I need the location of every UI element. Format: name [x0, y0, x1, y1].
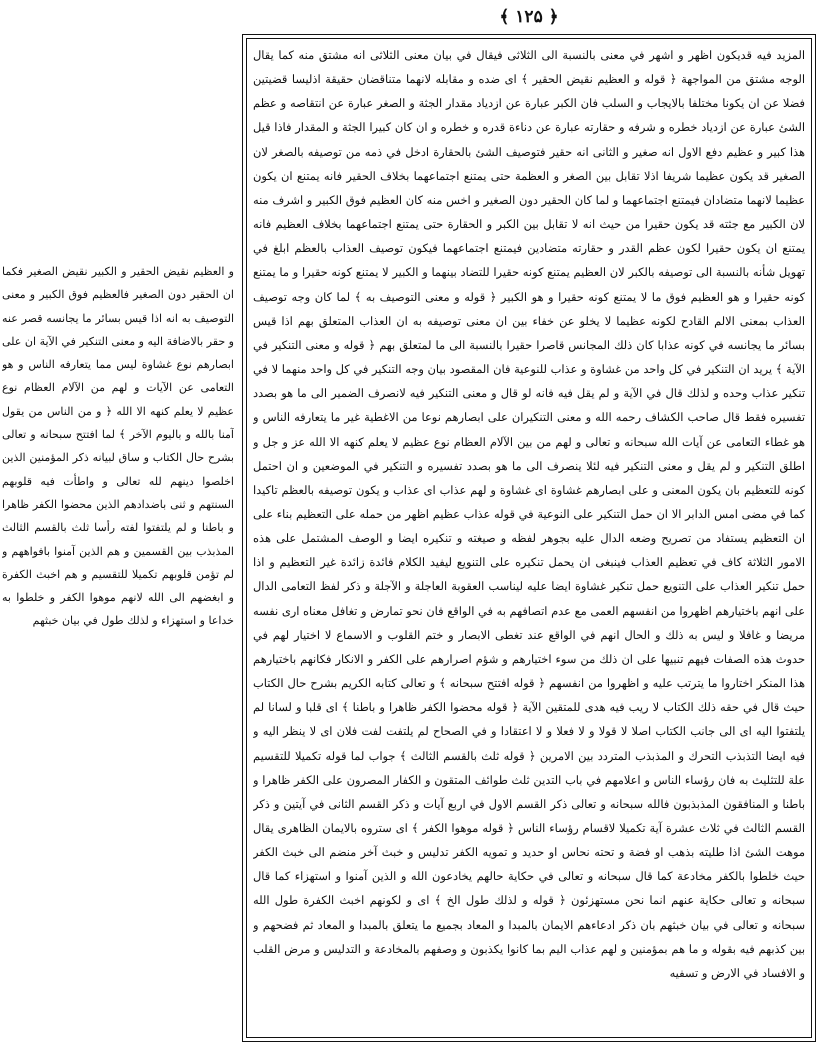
margin-paragraph: و العظيم نقيض الحقير و الكبير نقيض الصغير فكما ان الحقير دون الصغير فالعظيم فوق الكبير و معنى التوصيف به انه اذا قيس بسائر ما يجانسه قصر عنه و حقر بالاضافة اليه و معنى التنكير في الآية ان على ابصارهم نوع غشاوة ليس مما يتعارفه الناس و هو التعامى عن الآيات و لهم من الآلام العظام نوع عظيم لا يعلم كنهه الا الله ﴿ و من الناس من يقول آمنا بالله و باليوم الآخر ﴾ لما افتتح سبحانه و تعالى بشرح حال الكتاب و ساق لبيانه ذكر المؤمنين الذين اخلصوا دينهم لله تعالى و واطأت فيه قلوبهم السنتهم و ثنى باضدادهم الذين محضوا الكفر ظاهرا و باطنا و لم يلتفتوا لفته رأسا ثلث بالقسم الثالث المذبذب بين القسمين و هم الذين آمنوا بافواههم و لم تؤمن قلوبهم تكميلا للتقسيم و هم اخبث الكفرة و ابغضهم الى الله لانهم موهوا الكفر و خلطوا به خداعا و استهزاء و لذلك طول في بيان خبثهم [2, 265, 234, 628]
margin-text [2, 260, 234, 860]
main-text-frame [242, 34, 816, 1042]
page-number: ﴾ ۱۲۵ ﴿ [499, 7, 559, 27]
commentary-body [253, 43, 805, 1035]
commentary-paragraph: المزيد فيه قديكون اظهر و اشهر في معنى بالنسبة الى الثلاثى فيقال في بيان معنى الثلاثى انه مشتق منه كما يقال الوجه مشتق من المواجهة ﴿ قوله و العظيم نقيض الحقير ﴾ اى ضده و مقابله لانهما متناقضان حقيقة اذليسا قضيتين فضلا عن ان يكونا مختلفا بالايجاب و السلب فان الكبر عبارة عن ازدياد مقدار الجثة و الصغر عبارة عن انتقاصه و عظم الشئ عبارة عن ازدياد خطره و شرفه و حقارته عبارة عن دناءة قدره و خطره و ان كان كبيرا الجثة و المقدار فاذا قيل هذا كبير و عظيم دفع الاول انه صغير و الثانى انه حقير فتوصيف الشئ بالحقارة ادخل في ذمه من توصيفه بالصغر لان الصغير قد يكون عظيما شريفا اذلا تقابل بين الصغر و العظمة حتى يمتنع اجتماعهما بخلاف الحقير فانه يمتنع ان يكون عظيما لانهما متضادان فيمتنع اجتماعهما و لما كان الحقير دون الصغير و اخس منه كان العظيم فوق الكبير و اشرف منه لان الكبير مع جثته قد يكون حقيرا من حيث انه لا تقابل بين الكبر و الحقارة حتى يمتنع اجتماعهما بخلاف العظيم فانه يمتنع ان يكون حقيرا لكون عظم القدر و حقارته متضادين فيمتنع اجتماعهما فيكون توصيف العذاب بالعظم ابلغ في تهويل شأنه بالنسبة الى توصيفه بالكبر لان العظيم يمتنع كونه حقيرا للتضاد بينهما و الكبير لا يمتنع كونه حقيرا و ما يمتنع كونه حقيرا و هو العظيم فوق ما لا يمتنع كونه حقيرا و هو الكبير ﴿ قوله و معنى التوصيف به ﴾ لما كان وجه توصيف العذاب بمعنى الالم القادح لكونه عظيما لا يخلو عن خفاء بين ان معنى توصيفه به ان العذاب المتعلق بهم اذا قيس بسائر ما يجانسه في كونه عذابا كان ذلك المجانس قاصرا حقيرا بالنسبة الى ما لمتعلق بهم ﴿ قوله و معنى التنكير في الآية ﴾ يريد ان التنكير في كل واحد من غشاوة و عذاب للنوعية فان المقصود بيان وجه التنكير في كل واحد منهما لا في تنكير عذاب وحده و لذلك قال في الآية و لم يقل فيه فانه لو قال و معنى التنكير فيه لانصرف الضمير الى ما هو بصدد تفسيره فقط قال صاحب الكشاف رحمه الله و معنى التنكيران على ابصارهم نوعا من الاغطية غير ما يتعارفه الناس و هو غطاء التعامى عن آيات الله سبحانه و تعالى و لهم من بين الآلام العظام نوع عظيم لا يعلم كنهه الا الله عز و جل و اطلق التنكير و لم يقل و معنى التنكير فيه لئلا ينصرف الى ما هو بصدد تفسيره و التنكير في الموضعين و ان احتمل كونه للتعظيم بان يكون المعنى و على ابصارهم غشاوة اى غشاوة و لهم عذاب اى عذاب و يكون توصيفه بالعظم تاكيدا كما في مضى امس الدابر الا ان حمل التنكير على النوعية في قوله عذاب عظيم اظهر من حمله على التعظيم بناء على ان التعظيم يستفاد من تصريح وضعه الدال عليه بجوهر لفظه و صيغته و تنكيره ايضا و الوصف المشتمل على هذه الامور الثلاثة كاف في تعظيم العذاب فينبغى ان يحمل تنكيره على التنويع ليفيد الكلام فائدة زائدة غير التعظيم و اذا حمل تنكير العذاب على التنويع حمل تنكير غشاوة ايضا عليه ليناسب العقوبة العاجلة و الآجلة و ذكر لفظ التعامى الدال على انهم باختيارهم اظهروا من انفسهم العمى مع عدم اتصافهم به في الواقع فان نحو تمارض و تغافل معناه ارى نفسه مريضا و غافلا و ليس به ذلك و الحال انهم في الواقع عند تغطى الابصار و ختم القلوب و الاسماع لا اختيار لهم في حدوث هذه الصفات فيهم تنبيها على ان ذلك من سوء اختيارهم و شؤم اصرارهم على الكفر و الانكار فكانهم باختيارهم هذا المنكر اختاروا ما يترتب عليه و اظهروا من انفسهم ﴿ قوله افتتح سبحانه ﴾ و تعالى كتابه الكريم بشرح حال الكتاب حيث قال في حقه ذلك الكتاب لا ريب فيه هدى للمتقين الآية ﴿ قوله محضوا الكفر ظاهرا و باطنا ﴾ اى قلبا و لسانا لم يلتفتوا اليه اى الى جانب الكتاب اصلا لا قولا و لا فعلا و لا اعتقادا و في الصحاح لم يلتفت لفت فلان اى لا ينظر اليه و فيه ايضا التذبذب التحرك و المذبذب المتردد بين الامرين ﴿ قوله ثلث بالقسم الثالث ﴾ جواب لما قوله تكميلا للتقسيم علة للتثليث به فان رؤساء الناس و اعلامهم في باب التدين ثلث طوائف المتقون و الكفار المصرون على الكفر ظاهرا و باطنا و المنافقون المذبذبون فالله سبحانه و تعالى ذكر القسم الاول في اربع آيات و ذكر القسم الثانى في آيتين و ذكر القسم الثالث في ثلاث عشرة آية تكميلا لاقسام رؤساء الناس ﴿ قوله موهوا الكفر ﴾ اى ستروه بالايمان الظاهرى يقال موهت الشئ اذا طليته بذهب او فضة و تحته نحاس او حديد و تمويه الكفر تدليس و خبث آخر منضم الى خبث الكفر حيث خلطوا بالكفر مخادعة كما قال سبحانه و تعالى في حكاية حالهم يخادعون الله و الذين آمنوا و استهزاء كما قال سبحانه و تعالى حكاية عنهم انما نحن مستهزئون ﴿ قوله و لذلك طول الخ ﴾ اى و لكونهم اخبث الكفرة طول الله سبحانه و تعالى في بيان خبثهم بان ذكر ادعاءهم الايمان بالمبدا و المعاد بجميع ما يتعلق بالمبدا و المعاد ثم فضحهم و بين كذبهم فيه بقوله و ما هم بمؤمنين و لهم عذاب اليم بما كانوا يكذبون و وصفهم بالمخادعة و التدليس و مرض القلب و الافساد في الارض و تسفيه [253, 48, 805, 980]
